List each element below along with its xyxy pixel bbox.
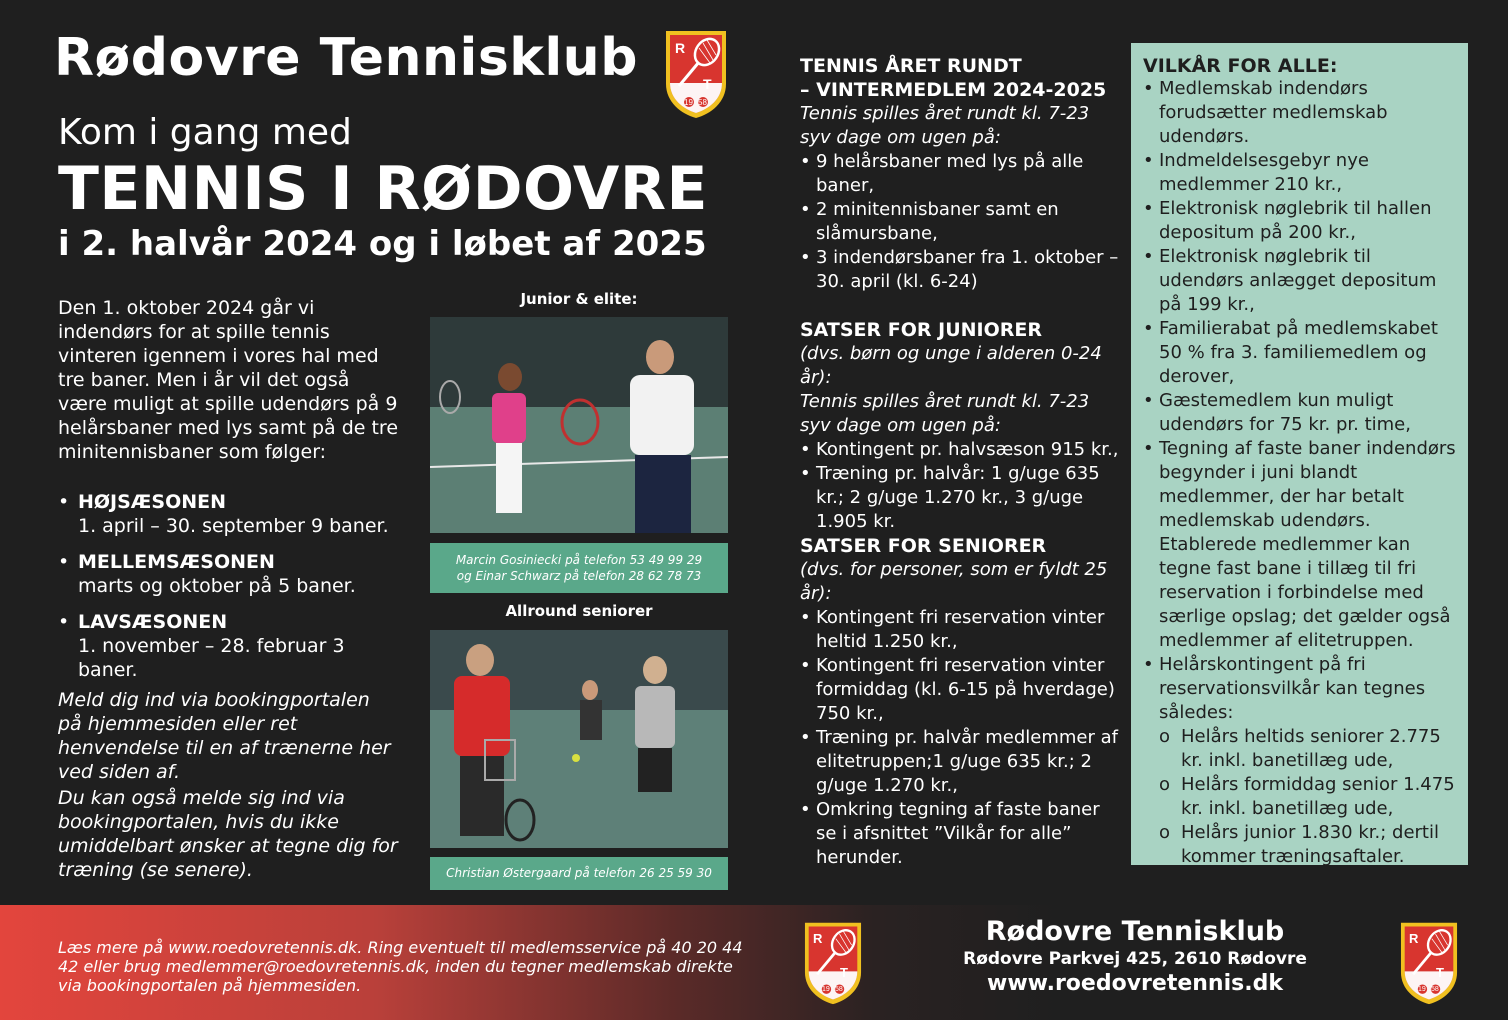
season-name: • MELLEMSÆSONEN bbox=[78, 551, 275, 573]
section-title: SATSER FOR JUNIORER bbox=[800, 319, 1043, 341]
section-juniors bbox=[800, 318, 1122, 534]
logo-letter-t: T bbox=[840, 965, 848, 980]
list-item: • Kontingent fri reservation vinter formiddag (kl. 6-15 på hverdage) 750 kr., bbox=[800, 654, 1122, 726]
page-title: TENNIS I RØDOVRE bbox=[58, 154, 709, 224]
list-item bbox=[58, 610, 408, 682]
signup-paragraph: Meld dig ind via bookingportalen på hjemmesiden eller ret henvendelse til en af trænerne her ved siden af. bbox=[58, 689, 391, 783]
page-subtitle: i 2. halvår 2024 og i løbet af 2025 bbox=[58, 224, 707, 264]
list-item: • Medlemskab indendørs forudsætter medlemskab udendørs. bbox=[1143, 77, 1456, 149]
tennis-court-image bbox=[430, 630, 728, 848]
section-seniors bbox=[800, 534, 1122, 870]
photo-senior-training bbox=[430, 630, 728, 848]
list-item: • Indmeldelsesgebyr nye medlemmer 210 kr., bbox=[1143, 149, 1456, 197]
logo-year-right: 58 bbox=[1431, 986, 1439, 993]
season-name: • HØJSÆSONEN bbox=[78, 491, 227, 513]
signup-alt-paragraph: Du kan også melde sig ind via bookingportalen, hvis du ikke umiddelbart ønsker at tegne dig for træning (se senere). bbox=[58, 787, 398, 881]
list-item: • Elektronisk nøglebrik til udendørs anlægget depositum på 199 kr., bbox=[1143, 245, 1456, 317]
list-item: • Omkring tegning af faste baner se i afsnittet ”Vilkår for alle” herunder. bbox=[800, 798, 1122, 870]
intro-paragraph: Den 1. oktober 2024 går vi indendørs for at spille tennis vinteren igennem i vores hal med tre baner. Men i år vil det også være muligt at spille udendørs på 9 helårsbaner med lys samt på de tre minitennisbaner som følger: bbox=[58, 297, 399, 463]
terms-title: VILKÅR FOR ALLE: bbox=[1143, 55, 1338, 77]
logo-year-left: 19 bbox=[822, 986, 830, 993]
intro-line: Kom i gang med bbox=[58, 112, 352, 153]
caption-line: og Einar Schwarz på telefon 28 62 78 73 bbox=[456, 569, 702, 583]
photo-caption-seniors: Christian Østergaard på telefon 26 25 59 30 bbox=[430, 857, 728, 890]
footer-logo-right bbox=[1398, 920, 1460, 1006]
list-item bbox=[58, 490, 408, 538]
sub-list-item: o Helårs heltids seniorer 2.775 kr. inkl. banetillæg ude, bbox=[1159, 725, 1456, 773]
list-item: • Træning pr. halvår: 1 g/uge 635 kr.; 2 g/uge 1.270 kr., 3 g/uge 1.905 kr. bbox=[800, 462, 1122, 534]
photo-heading-junior: Junior & elite: bbox=[520, 290, 638, 308]
terms-box bbox=[1131, 43, 1468, 865]
sub-list-item: o Helårs formiddag senior 1.475 kr. inkl. banetillæg ude, bbox=[1159, 773, 1456, 821]
season-name: • LAVSÆSONEN bbox=[78, 611, 228, 633]
list-item: • Familierabat på medlemskabet 50 % fra 3. familiemedlem og derover, bbox=[1143, 317, 1456, 389]
shield-icon bbox=[663, 28, 729, 120]
section-year-round bbox=[800, 54, 1122, 294]
logo-letter-t: T bbox=[1436, 965, 1444, 980]
section-lead: Tennis spilles året rundt kl. 7-23 syv dage om ugen på: bbox=[800, 103, 1090, 148]
list-item: • Tegning af faste baner indendørs begynder i juni blandt medlemmer, der har betalt medlemskab udendørs. Etablerede medlemmer kan tegne fast bane i tillæg til fri reservation i forbindelse med særlige opslag; det gælder også medlemmer af elitetruppen. bbox=[1143, 437, 1456, 653]
logo-letter-t: T bbox=[703, 76, 712, 92]
section-note: (dvs. børn og unge i alderen 0-24 år): bbox=[800, 343, 1102, 388]
tennis-court-image bbox=[430, 317, 728, 533]
list-item bbox=[58, 550, 408, 598]
list-item: • Elektronisk nøglebrik til hallen depositum på 200 kr., bbox=[1143, 197, 1456, 245]
footer-club-info bbox=[960, 916, 1310, 998]
section-title: – VINTERMEDLEM 2024-2025 bbox=[800, 79, 1107, 101]
season-list bbox=[58, 490, 408, 694]
logo-year-right: 58 bbox=[835, 986, 843, 993]
photo-heading-seniors: Allround seniorer bbox=[505, 602, 653, 620]
season-detail: 1. november – 28. februar 3 baner. bbox=[78, 635, 345, 681]
list-item: • 2 minitennisbaner samt en slåmursbane, bbox=[800, 198, 1122, 246]
season-detail: marts og oktober på 5 baner. bbox=[78, 575, 356, 597]
section-lead: Tennis spilles året rundt kl. 7-23 syv dage om ugen på: bbox=[800, 391, 1090, 436]
list-item: • Kontingent pr. halvsæson 915 kr., bbox=[800, 438, 1122, 462]
list-item: • Helårskontingent på fri reservationsvilkår kan tegnes således: bbox=[1143, 653, 1456, 725]
footer-website-link[interactable]: www.roedovretennis.dk bbox=[987, 971, 1283, 996]
logo-year-left: 19 bbox=[1418, 986, 1426, 993]
list-item: • 9 helårsbaner med lys på alle baner, bbox=[800, 150, 1122, 198]
logo-letter-r: R bbox=[813, 931, 823, 946]
footer-text: Læs mere på www.roedovretennis.dk. Ring eventuelt til medlemsservice på 40 20 44 42 eller brug medlemmer@roedovretennis.dk, inden du tegner medlemskab direkte via bookingportalen på hjemmesiden. bbox=[58, 938, 743, 995]
list-item: • Gæstemedlem kun muligt udendørs for 75 kr. pr. time, bbox=[1143, 389, 1456, 437]
section-title: SATSER FOR SENIORER bbox=[800, 535, 1047, 557]
logo-letter-r: R bbox=[675, 40, 686, 56]
club-title: Rødovre Tennisklub bbox=[54, 28, 638, 88]
logo-year-right: 58 bbox=[698, 98, 707, 107]
caption-line: Marcin Gosiniecki på telefon 53 49 99 29 bbox=[455, 553, 703, 567]
footer-club-name: Rødovre Tennisklub bbox=[985, 916, 1285, 947]
section-title: TENNIS ÅRET RUNDT bbox=[800, 55, 1022, 77]
shield-icon bbox=[802, 920, 864, 1006]
logo-letter-r: R bbox=[1409, 931, 1419, 946]
season-detail: 1. april – 30. september 9 baner. bbox=[78, 515, 389, 537]
section-note: (dvs. for personer, som er fyldt 25 år): bbox=[800, 559, 1108, 604]
list-item: • Træning pr. halvår medlemmer af elitetruppen;1 g/uge 635 kr.; 2 g/uge 1.270 kr., bbox=[800, 726, 1122, 798]
club-logo bbox=[663, 28, 729, 120]
logo-year-left: 19 bbox=[684, 98, 693, 107]
shield-icon bbox=[1398, 920, 1460, 1006]
photo-junior-training bbox=[430, 317, 728, 533]
photo-caption-junior bbox=[430, 543, 728, 593]
footer-logo-left bbox=[802, 920, 864, 1006]
sub-list-item: o Helårs junior 1.830 kr.; dertil kommer træningsaftaler. bbox=[1159, 821, 1456, 869]
list-item: • Kontingent fri reservation vinter heltid 1.250 kr., bbox=[800, 606, 1122, 654]
footer-address: Rødovre Parkvej 425, 2610 Rødovre bbox=[963, 949, 1307, 969]
list-item: • 3 indendørsbaner fra 1. oktober – 30. april (kl. 6-24) bbox=[800, 246, 1122, 294]
